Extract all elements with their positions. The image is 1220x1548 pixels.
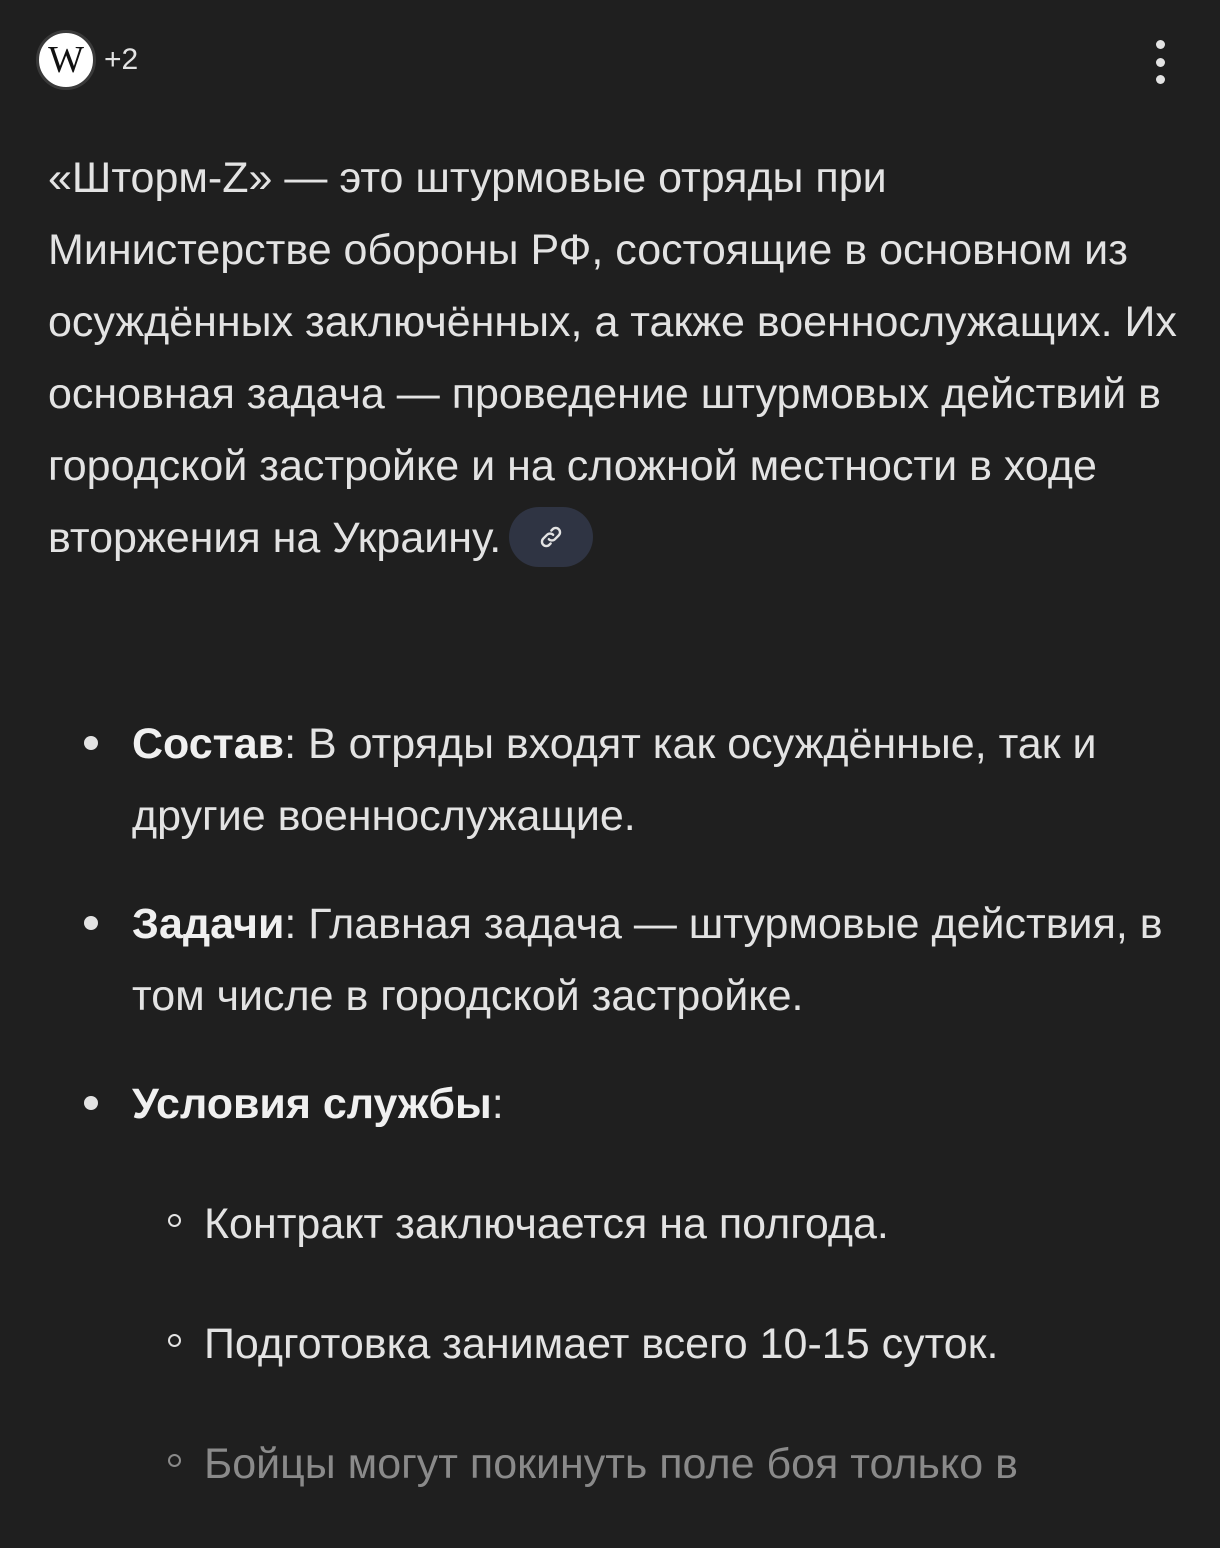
- list-item-separator: :: [284, 720, 297, 768]
- citation-link-button[interactable]: [509, 507, 593, 567]
- sub-list-item-text: Подготовка занимает всего 10-15 суток.: [204, 1320, 999, 1368]
- list-item-tasks: [0, 888, 1220, 1032]
- list-item-separator: :: [284, 900, 297, 948]
- hollow-bullet-icon: [168, 1334, 181, 1347]
- more-options-button[interactable]: [1140, 40, 1180, 84]
- list-item-label: Состав: [132, 720, 285, 768]
- wikipedia-logo-letter: W: [48, 39, 84, 81]
- list-item-text: В отряды входят как осуждённые, так и другие военнослужащие.: [132, 720, 1097, 840]
- sub-list-item: [132, 1188, 1180, 1260]
- list-item-label: Задачи: [132, 900, 285, 948]
- details-list: [0, 708, 1220, 1548]
- list-item-label: Условия службы: [132, 1080, 492, 1128]
- list-item-separator: :: [491, 1080, 504, 1128]
- hollow-bullet-icon: [168, 1214, 181, 1227]
- sub-list-item: [132, 1428, 1180, 1500]
- bullet-icon: [84, 1096, 98, 1110]
- hollow-bullet-icon: [168, 1454, 181, 1467]
- bullet-icon: [84, 736, 98, 750]
- sources-chip[interactable]: [36, 30, 138, 90]
- answer-text: «Шторм-Z» — это штурмовые отряды при Министерстве обороны РФ, состоящие в основном из осуждённых заключённых, а также военнослужащих. Их основная задача — проведение штурмовых действий в городской застройке и на сложной местности в ходе вторжения на Украину.: [48, 154, 1177, 562]
- more-vertical-icon-dot: [1156, 58, 1165, 67]
- service-conditions-sublist: [132, 1188, 1180, 1500]
- list-item-service-conditions: [0, 1068, 1220, 1500]
- source-count: +2: [104, 43, 139, 76]
- sub-list-item-text: Бойцы могут покинуть поле боя только в: [204, 1440, 1018, 1488]
- link-icon: [538, 524, 564, 550]
- answer-paragraph: [48, 142, 1178, 574]
- bullet-icon: [84, 916, 98, 930]
- list-item-text: Главная задача — штурмовые действия, в том числе в городской застройке.: [132, 900, 1163, 1020]
- more-vertical-icon-dot: [1156, 75, 1165, 84]
- more-vertical-icon-dot: [1156, 40, 1165, 49]
- sub-list-item: [132, 1308, 1180, 1380]
- wikipedia-logo-icon: [36, 30, 96, 90]
- response-header: [36, 30, 1180, 94]
- list-item-composition: [0, 708, 1220, 852]
- sub-list-item-text: Контракт заключается на полгода.: [204, 1200, 889, 1248]
